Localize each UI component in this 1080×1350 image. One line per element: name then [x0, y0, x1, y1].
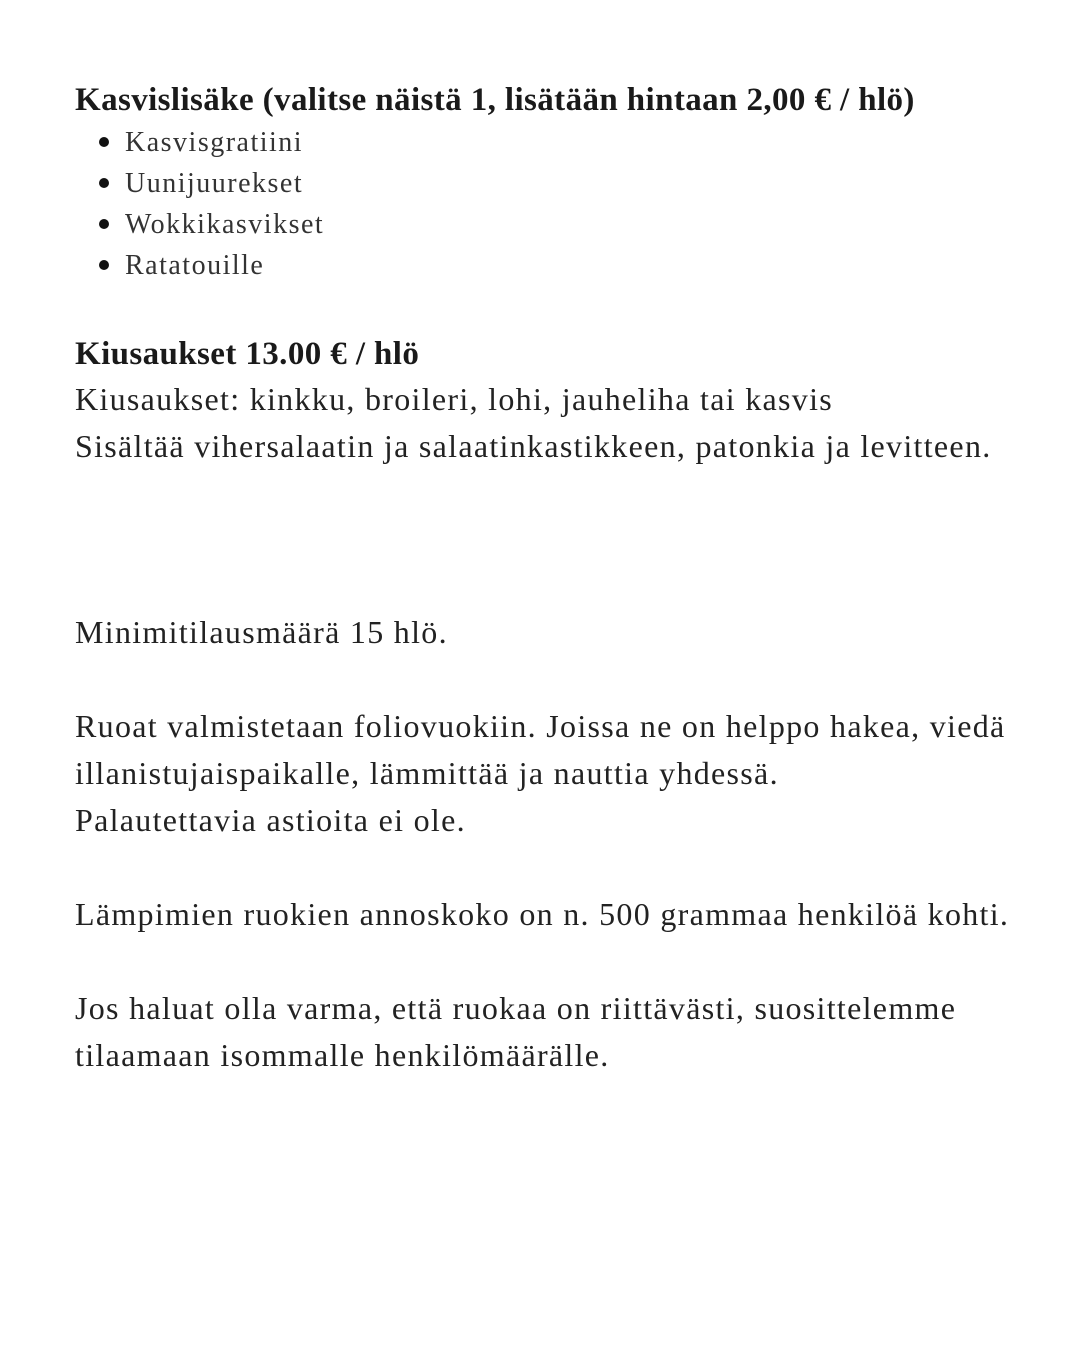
- packaging-block: [75, 703, 1035, 844]
- recommendation-block: [75, 985, 1035, 1079]
- list-item: [99, 122, 1035, 163]
- bullet-icon: [99, 178, 109, 188]
- vegetable-side-list: [75, 122, 1035, 286]
- bullet-icon: [99, 137, 109, 147]
- bullet-icon: [99, 219, 109, 229]
- kiusaukset-section: [75, 332, 1035, 470]
- vegetable-side-section: [75, 78, 1035, 286]
- vegetable-side-heading: Kasvislisäke (valitse näistä 1, lisätään hintaan 2,00 € / hlö): [75, 82, 915, 118]
- list-item: [99, 163, 1035, 204]
- min-order-block: [75, 609, 1035, 656]
- kiusaukset-heading: Kiusaukset 13.00 € / hlö: [75, 336, 420, 372]
- packaging-text-line1: Ruoat valmistetaan foliovuokiin. Joissa ne on helppo hakea, viedä: [75, 708, 1006, 744]
- list-item-label: Ratatouille: [125, 250, 265, 281]
- recommendation-text-line2: tilaamaan isommalle henkilömäärälle.: [75, 1037, 610, 1073]
- portion-block: [75, 891, 1035, 938]
- packaging-text-line2: illanistujaispaikalle, lämmittää ja nauttia yhdessä.: [75, 755, 779, 791]
- menu-page: [75, 78, 1035, 1079]
- list-item-label: Kasvisgratiini: [125, 127, 304, 158]
- kiusaukset-includes: Sisältää vihersalaatin ja salaatinkastikkeen, patonkia ja levitteen.: [75, 428, 992, 464]
- kiusaukset-options: Kiusaukset: kinkku, broileri, lohi, jauheliha tai kasvis: [75, 381, 834, 417]
- portion-size-text: Lämpimien ruokien annoskoko on n. 500 grammaa henkilöä kohti.: [75, 896, 1010, 932]
- list-item: [99, 245, 1035, 286]
- recommendation-text-line1: Jos haluat olla varma, että ruokaa on riittävästi, suosittelemme: [75, 990, 957, 1026]
- list-item-label: Uunijuurekset: [125, 168, 304, 199]
- list-item-label: Wokkikasvikset: [125, 209, 325, 240]
- bullet-icon: [99, 260, 109, 270]
- min-order-text: Minimitilausmäärä 15 hlö.: [75, 614, 448, 650]
- list-item: [99, 204, 1035, 245]
- packaging-text-line3: Palautettavia astioita ei ole.: [75, 802, 466, 838]
